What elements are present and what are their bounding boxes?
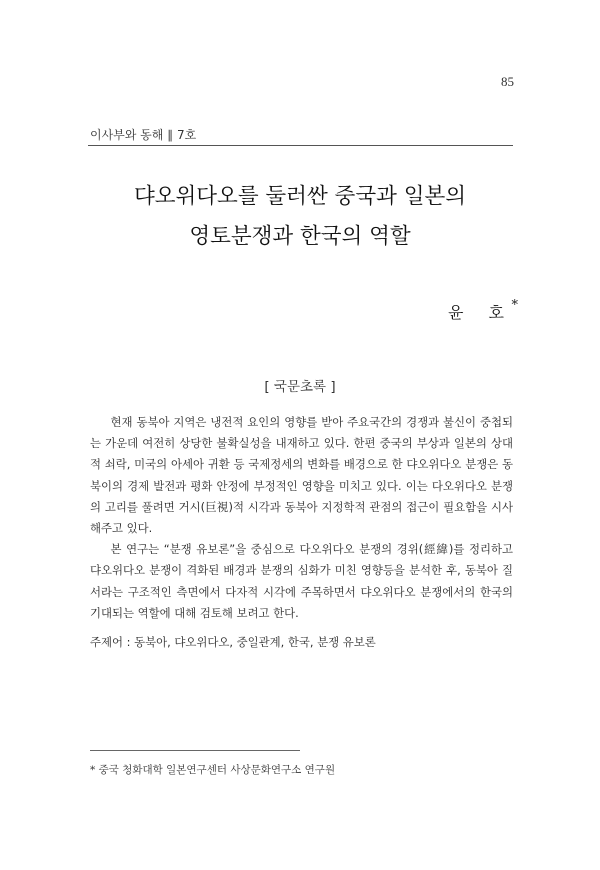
- title-line-2: 영토분쟁과 한국의 역할: [189, 224, 411, 249]
- footnote-divider: [90, 750, 300, 751]
- author-name: 윤 호: [448, 303, 514, 322]
- keywords: 주제어 : 동북아, 댜오위다오, 중일관계, 한국, 분쟁 유보론: [90, 635, 376, 649]
- page-number: 85: [501, 74, 514, 89]
- abstract-paragraph-2: 본 연구는 “분쟁 유보론”을 중심으로 다오위다오 분쟁의 경위(經緯)를 정리하고 댜오위다오 분쟁이 격화된 배경과 분쟁의 심화가 미친 영향등을 분석한 후, 동북아 질서라는 구조적인 측면에서 다자적 시각에 주목하면서 댜오위다오 분쟁에서의 한국의 기대되는 역할에 대해 검토해 보려고 한다.: [90, 542, 513, 620]
- running-header: 이사부와 동해 ∥ 7호: [90, 128, 197, 142]
- abstract-body: [90, 412, 513, 624]
- abstract-paragraph-1: 현재 동북아 지역은 냉전적 요인의 영향를 받아 주요국간의 경쟁과 불신이 중첩되는 가운데 여전히 상당한 불확실성을 내재하고 있다. 한편 중국의 부상과 일본의 상대적 쇠락, 미국의 아세아 귀환 등 국제정세의 변화를 배경으로 한 댜오위다오 분쟁은 동북이의 경제 발전과 평화 안정에 부정적인 영향을 미치고 있다. 이는 다오위다오 분쟁의 고리를 풀려면 거시(巨視)적 시각과 동북아 지정학적 관점의 접근이 필요함을 시사해주고 있다.: [90, 415, 513, 536]
- author-affiliation-footnote: * 중국 청화대학 일본연구센터 사상문화연구소 연구원: [90, 764, 336, 776]
- paper-title: [60, 177, 540, 257]
- header-divider: [88, 145, 513, 146]
- abstract-heading: [ 국문초록 ]: [264, 379, 336, 395]
- title-line-1: 댜오위다오를 둘러싼 중국과 일본의: [133, 184, 467, 209]
- author-footnote-mark: *: [511, 298, 518, 313]
